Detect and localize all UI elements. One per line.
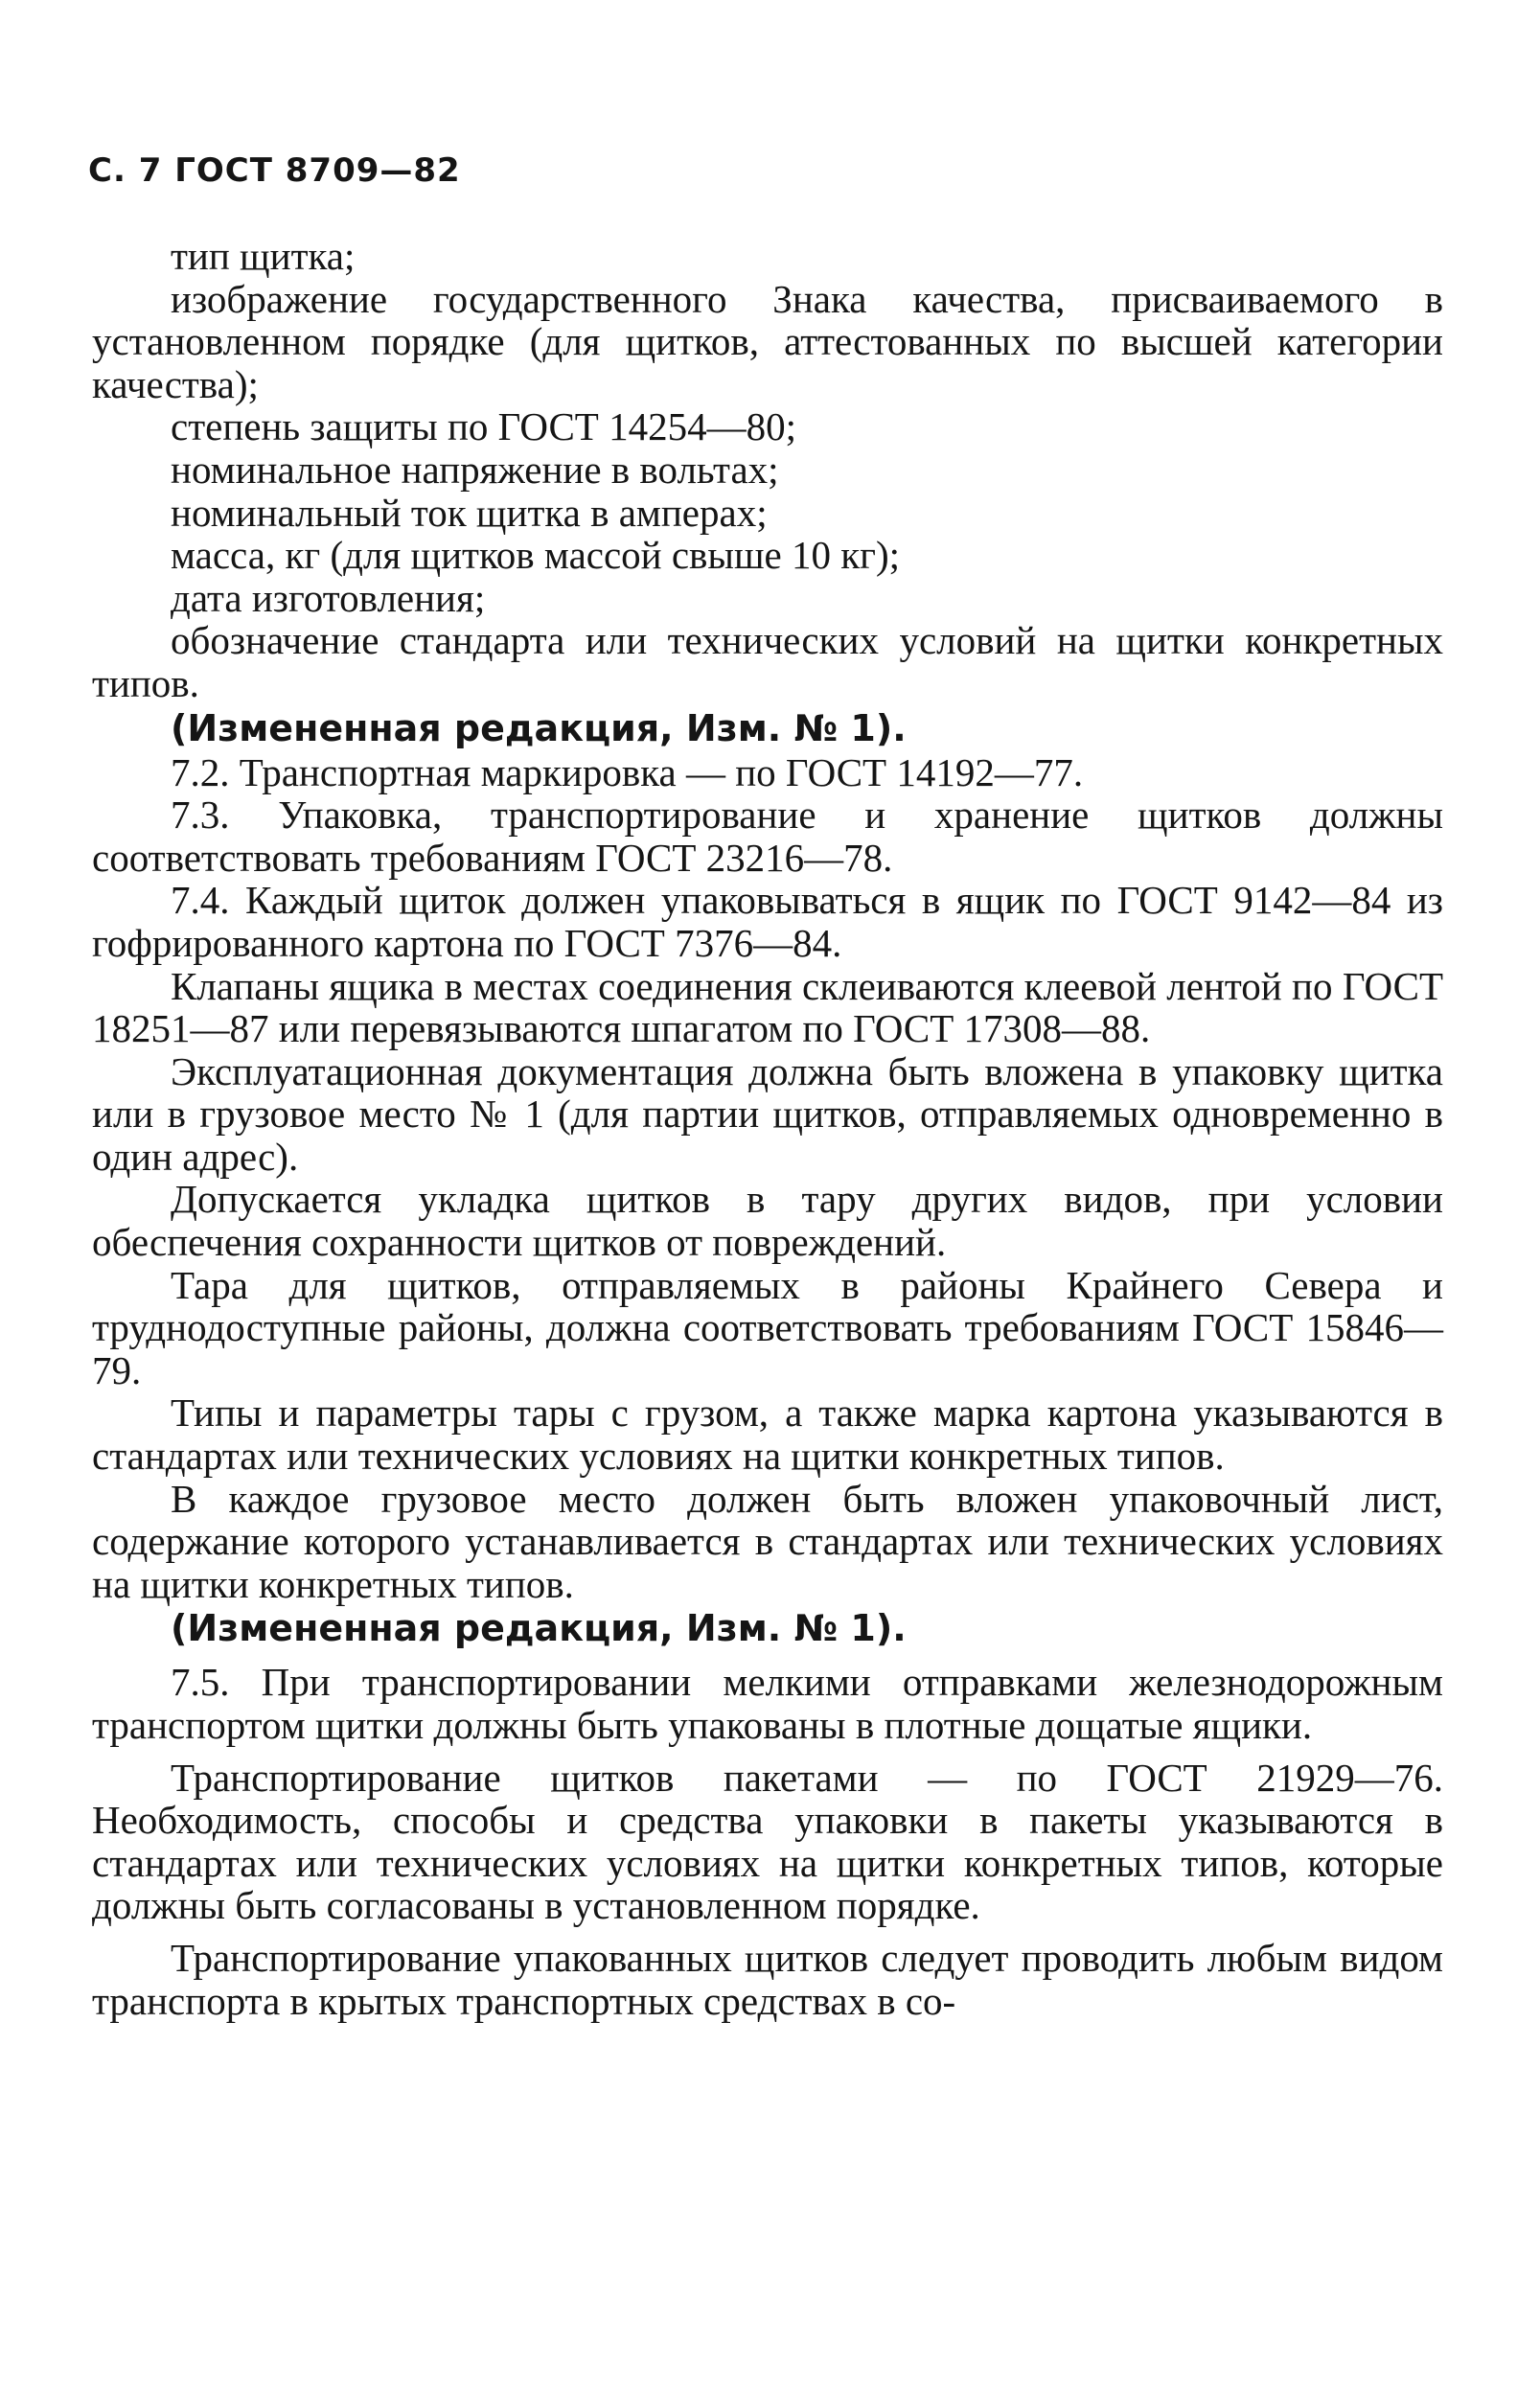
- list-item-voltage: номинальное напряжение в вольтах;: [171, 447, 779, 492]
- list-item-type: тип щитка;: [171, 234, 356, 278]
- list-item-current: номинальный ток щитка в амперах;: [171, 490, 768, 535]
- amendment-note: (Измененная редакция, Изм. № 1).: [171, 706, 907, 749]
- paragraph-packing-list: В каждое грузовое место должен быть вложен упаковочный лист, содержание которого устанавливается в стандартах или технических условиях на щитки конкретных типов.: [92, 1476, 1443, 1606]
- clause-7-3: 7.3. Упаковка, транспортирование и хранение щитков должны соответствовать требованиям ГОСТ 23216—78.: [92, 793, 1443, 880]
- paragraph-documentation: Эксплуатационная документация должна быть вложена в упаковку щитка или в грузовое место № 1 (для партии щитков, отправляемых одновременно в один адрес).: [92, 1048, 1443, 1179]
- clause-7-2: 7.2. Транспортная маркировка — по ГОСТ 14192—77.: [171, 749, 1084, 794]
- list-item-quality-mark: изображение государственного Знака качества, присваиваемого в установленном порядке (для щитков, аттестованных по высшей категории качества);: [92, 276, 1443, 406]
- amendment-note: (Измененная редакция, Изм. № 1).: [171, 1607, 907, 1650]
- paragraph-other-containers: Допускается укладка щитков в тару других видов, при условии обеспечения сохранности щитков от повреждений.: [92, 1177, 1443, 1265]
- paragraph-pallets: Транспортирование щитков пакетами — по ГОСТ 21929—76. Необходимость, способы и средства упаковки в пакеты указываются в стандартах или технических условиях на щитки конкретных типов, которые должны быть согласованы в установленном порядке.: [92, 1755, 1443, 1928]
- paragraph-transport: Транспортирование упакованных щитков следует проводить любым видом транспорта в крытых транспортных средствах в со-: [92, 1935, 1443, 2023]
- list-item-protection: степень защиты по ГОСТ 14254—80;: [171, 404, 796, 449]
- paragraph-flaps: Клапаны ящика в местах соединения склеиваются клеевой лентой по ГОСТ 18251—87 или перевязываются шпагатом по ГОСТ 17308—88.: [92, 963, 1443, 1051]
- page-header: С. 7 ГОСТ 8709—82: [88, 151, 461, 190]
- list-item-standard: обозначение стандарта или технических условий на щитки конкретных типов.: [92, 618, 1443, 705]
- list-item-date: дата изготовления;: [171, 575, 486, 620]
- list-item-mass: масса, кг (для щитков массой свыше 10 кг);: [171, 533, 901, 578]
- clause-7-4: 7.4. Каждый щиток должен упаковываться в ящик по ГОСТ 9142—84 из гофрированного картона по ГОСТ 7376—84.: [92, 878, 1443, 965]
- clause-7-5: 7.5. При транспортировании мелкими отправками железнодорожным транспортом щитки должны быть упакованы в плотные дощатые ящики.: [92, 1660, 1443, 1747]
- body-text: [92, 235, 1443, 2022]
- paragraph-far-north: Тара для щитков, отправляемых в районы Крайнего Севера и труднодоступные районы, должна соответствовать требованиям ГОСТ 15846—79.: [92, 1262, 1443, 1392]
- paragraph-container-types: Типы и параметры тары с грузом, а также марка картона указываются в стандартах или технических условиях на щитки конкретных типов.: [92, 1390, 1443, 1479]
